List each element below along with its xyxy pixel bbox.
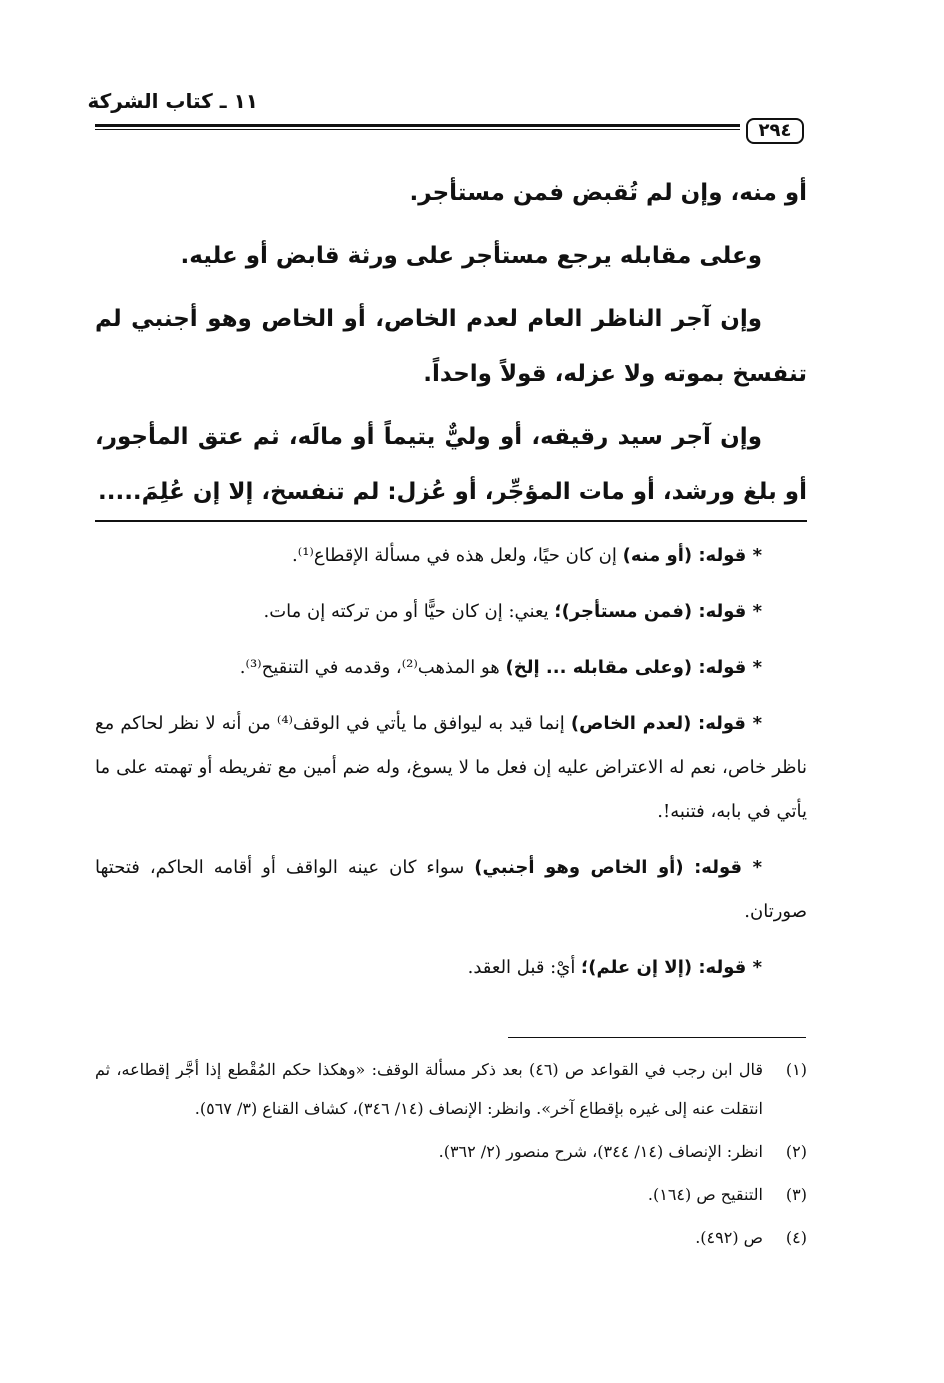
- main-paragraph: وعلى مقابله يرجع مستأجر على ورثة قابض أو عليه.: [180, 243, 762, 269]
- footnote-text: انظر: الإنصاف (١٤/ ٣٤٤)، شرح منصور (٢/ ٣٦٢).: [438, 1142, 763, 1161]
- main-paragraph: وإن آجر الناظر العام لعدم الخاص، أو الخاص وهو أجنبي لم تنفسخ بموته ولا عزله، قولاً واحداً.: [95, 306, 807, 387]
- footnote-rule: [508, 1037, 806, 1038]
- footnote-text: قال ابن رجب في القواعد ص (٤٦) بعد ذكر مسألة الوقف: «وهكذا حكم المُقْطع إذا أجَّر إقطاعه، ثم انتقلت عنه إلى غيره بإقطاع آخر». وانظر: الإنصاف (١٤/ ٣٤٦)، كشاف القناع (٣/ ٥٦٧).: [95, 1060, 763, 1118]
- commentary-lemma: * قوله: (أو الخاص وهو أجنبي): [474, 857, 762, 878]
- commentary-item: [95, 590, 807, 634]
- commentary-item: [95, 534, 807, 578]
- chapter-title: ١١ ـ كتاب الشركة: [87, 89, 258, 113]
- footnote-text: التنقيح ص (١٦٤).: [647, 1185, 763, 1204]
- commentary-text: إنما قيد به ليوافق ما يأتي في الوقف⁽⁴⁾ من أنه لا نظر لحاكم مع ناظر خاص، نعم له الاعتراض عليه إن فعل ما لا يسوغ، وله ضم أمين مع تفريطه أو تهمته على ما يأتي في بابه، فتنبه!.: [95, 713, 807, 822]
- commentary-text: يعني: إن كان حيًّا أو من تركته إن مات.: [263, 601, 555, 622]
- footnote-number: (٢): [785, 1142, 807, 1161]
- commentary-text: هو المذهب⁽²⁾، وقدمه في التنقيح⁽³⁾.: [239, 657, 506, 678]
- footnote-number: (٤): [785, 1228, 807, 1247]
- commentary-item: [95, 646, 807, 690]
- commentary-lemma: * قوله: (وعلى مقابله ... إلخ): [505, 657, 762, 678]
- commentary-text: سواء كان عينه الواقف أو أقامه الحاكم، فتحتها صورتان.: [95, 857, 807, 922]
- commentary-item: [95, 846, 807, 934]
- main-paragraph: وإن آجر سيد رقيقه، أو وليٌّ يتيماً أو مالَه، ثم عتق المأجور، أو بلغ ورشد، أو مات المؤجِّر، أو عُزل: لم تنفسخ، إلا إن عُلِمَ.....: [95, 424, 807, 505]
- footnote: [95, 1050, 807, 1128]
- commentary-text: أيْ: قبل العقد.: [467, 957, 582, 978]
- commentary-text: إن كان حيًا، ولعل هذه في مسألة الإقطاع⁽¹⁾.: [292, 545, 623, 566]
- page-number: ٢٩٤: [746, 118, 804, 144]
- commentary-lemma: * قوله: (إلا إن علم)؛: [581, 957, 762, 978]
- commentary-item: [95, 946, 807, 990]
- footnote-text: ص (٤٩٢).: [695, 1228, 763, 1247]
- header-rule: [95, 124, 740, 127]
- footnote: [95, 1132, 807, 1171]
- header-rule-thin: [95, 129, 740, 130]
- footnote-number: (١): [785, 1060, 807, 1079]
- section-separator: [95, 520, 807, 522]
- footnote: [95, 1218, 807, 1257]
- footnote-number: (٣): [785, 1185, 807, 1204]
- main-text: [95, 166, 807, 528]
- main-paragraph: أو منه، وإن لم تُقبض فمن مستأجر.: [409, 180, 807, 206]
- commentary-item: [95, 702, 807, 834]
- footnotes: [95, 1050, 807, 1261]
- commentary-lemma: * قوله: (أو منه): [622, 545, 762, 566]
- commentary-lemma: * قوله: (لعدم الخاص): [570, 713, 762, 734]
- commentary: [95, 534, 807, 1002]
- commentary-lemma: * قوله: (فمن مستأجر)؛: [554, 601, 762, 622]
- footnote: [95, 1175, 807, 1214]
